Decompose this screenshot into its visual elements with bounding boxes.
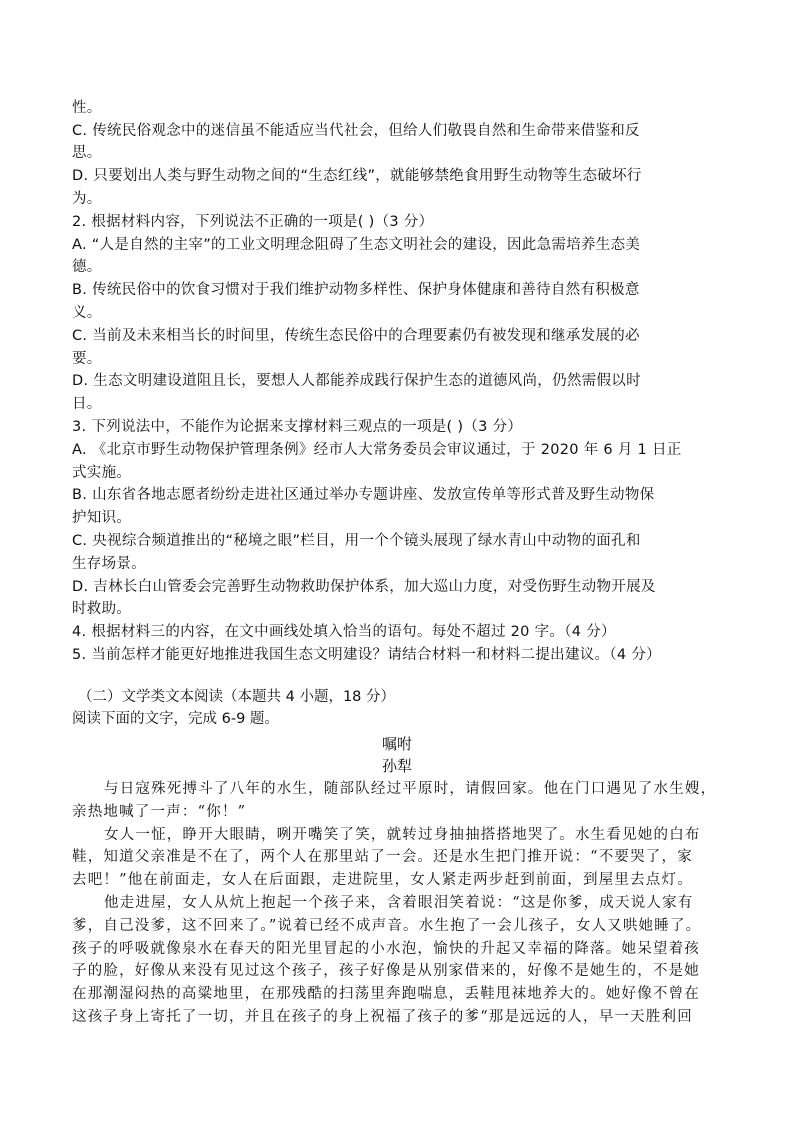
q2-option-a-cont: 德。 xyxy=(72,259,102,275)
q2-option-c: C. 当前及未来相当长的时间里，传统生态民俗中的合理要素仍有被发现和继承发展的必 xyxy=(72,328,640,344)
question-3-stem: 3. 下列说法中，不能作为论据来支撑材料三观点的一项是( )（3 分） xyxy=(72,419,523,435)
story-paragraph-line: 这孩子身上寄托了一切，并且在孩子的身上祝福了孩子的爹“那是远远的人，早一天胜利回 xyxy=(72,1009,693,1025)
story-paragraph-line: 亲热地喊了一声：“你！” xyxy=(72,804,247,820)
option-c-line: C. 传统民俗观念中的迷信虽不能适应当代社会，但给人们敬畏自然和生命带来借鉴和反 xyxy=(72,123,640,139)
q3-option-d-cont: 时救助。 xyxy=(72,601,132,617)
q3-option-a-cont: 式实施。 xyxy=(72,465,132,481)
story-paragraph-line: 去吧！”他在前面走，女人在后面跟，走进院里，女人紧走两步赶到前面，到屋里去点灯。 xyxy=(72,872,693,888)
q2-option-d: D. 生态文明建设道阻且长，要想人人都能养成践行保护生态的道德风尚，仍然需假以时 xyxy=(72,373,641,389)
option-d-line: D. 只要划出人类与野生动物之间的“生态红线”，就能够禁绝食用野生动物等生态破坏行 xyxy=(72,168,642,184)
story-paragraph-line: 与日寇殊死搏斗了八年的水生，随部队经过平原时，请假回家。他在门口遇见了水生嫂， xyxy=(104,781,717,797)
question-2-stem: 2. 根据材料内容，下列说法不正确的一项是( )（3 分） xyxy=(72,214,434,230)
q2-option-d-cont: 日。 xyxy=(72,396,102,412)
q2-option-c-cont: 要。 xyxy=(72,351,102,367)
question-text-line: 性。 xyxy=(72,100,102,116)
q3-option-a: A. 《北京市野生动物保护管理条例》经市人大常务委员会审议通过，于 2020 年 6 月 1 日正 xyxy=(72,442,682,458)
section-heading: （二）文学类文本阅读（本题共 4 小题，18 分） xyxy=(78,689,396,705)
story-title: 嘱咐 xyxy=(381,735,412,753)
q3-option-c-cont: 生存场景。 xyxy=(72,556,146,572)
option-c-line-cont: 思。 xyxy=(72,145,102,161)
story-paragraph-line: 他走进屋，女人从炕上抱起一个孩子来，含着眼泪笑着说：“这是你爹，成天说人家有 xyxy=(104,895,694,911)
story-paragraph-line: 女人一怔，睁开大眼睛，咧开嘴笑了笑，就转过身抽抽搭搭地哭了。水生看见她的白布 xyxy=(104,827,701,843)
question-5: 5. 当前怎样才能更好地推进我国生态文明建设？请结合材料一和材料二提出建议。（4 分） xyxy=(72,647,661,663)
question-4: 4. 根据材料三的内容，在文中画线处填入恰当的语句。每处不超过 20 字。（4 分） xyxy=(72,624,616,640)
q2-option-b: B. 传统民俗中的饮食习惯对于我们维护动物多样性、保护身体健康和善待自然有积极意 xyxy=(72,282,640,298)
q3-option-d: D. 吉林长白山管委会完善野生动物救助保护体系，加大巡山力度，对受伤野生动物开展及 xyxy=(72,579,656,595)
option-d-line-cont: 为。 xyxy=(72,191,102,207)
story-paragraph-line: 子的脸，好像从来没有见过这个孩子，孩子好像是从别家借来的，好像不是她生的，不是她 xyxy=(72,963,700,979)
story-author: 孙犁 xyxy=(381,757,412,775)
q3-option-c: C. 央视综合频道推出的“秘境之眼”栏目，用一个个镜头展现了绿水青山中动物的面孔和 xyxy=(72,533,641,549)
story-paragraph-line: 鞋，知道父亲准是不在了，两个人在那里站了一会。还是水生把门推开说：“不要哭了，家 xyxy=(72,849,693,865)
q2-option-a: A. “人是自然的主宰”的工业文明理念阻碍了生态文明社会的建设，因此急需培养生态美 xyxy=(72,237,641,253)
story-paragraph-line: 孩子的呼吸就像泉水在春天的阳光里冒起的小水泡，愉快的升起又幸福的降落。她呆望着孩 xyxy=(72,941,700,957)
section-instruction: 阅读下面的文字，完成 6-9 题。 xyxy=(72,711,279,727)
q2-option-b-cont: 义。 xyxy=(72,305,102,321)
story-paragraph-line: 在那潮湿闷热的高粱地里，在那残酷的扫荡里奔跑喘息，丢鞋甩袜地养大的。她好像不曾在 xyxy=(72,986,700,1002)
story-paragraph-line: 爹，自己没爹，这不回来了。”说着已经不成声音。水生抱了一会儿孩子，女人又哄她睡了。 xyxy=(72,918,702,934)
q3-option-b-cont: 护知识。 xyxy=(72,510,132,526)
q3-option-b: B. 山东省各地志愿者纷纷走进社区通过举办专题讲座、发放宣传单等形式普及野生动物保 xyxy=(72,487,655,503)
